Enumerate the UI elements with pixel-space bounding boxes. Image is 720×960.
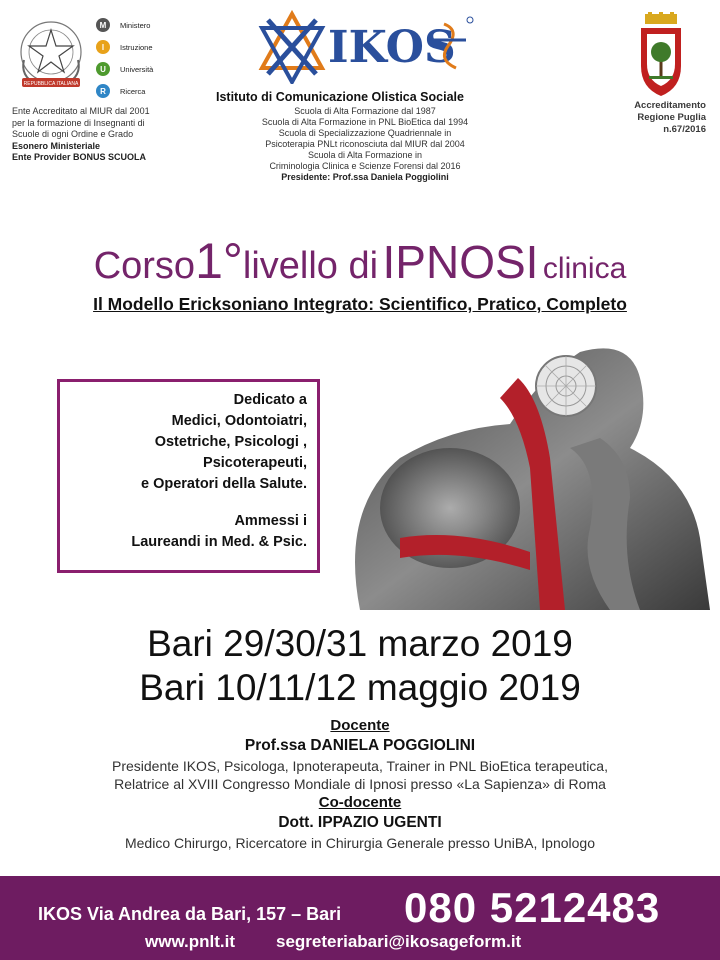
- dreamcatcher-icon: [536, 356, 596, 416]
- accreditation-line: n.67/2016: [663, 124, 706, 135]
- accreditation-line: Accreditamento: [634, 100, 706, 111]
- codocente-description: Medico Chirurgo, Ricercatore in Chirurgia Generale presso UniBA, Ipnologo: [124, 835, 595, 851]
- title-part: Corso: [93, 245, 196, 287]
- italian-republic-emblem: [12, 16, 90, 94]
- footer-bar: [0, 876, 720, 960]
- docente-description: Presidente IKOS, Psicologa, Ipnoterapeuta, Trainer in PNL BioEtica terapeutica,: [112, 758, 608, 774]
- accreditation-line: per la formazione di Insegnanti di: [12, 117, 145, 128]
- title-level: 1°: [195, 233, 243, 289]
- ministry-label: Istruzione: [120, 42, 153, 52]
- ministry-item: [96, 36, 153, 58]
- institute-line: Scuola di Alta Formazione dal 1987: [294, 106, 436, 116]
- accreditation-line: Regione Puglia: [637, 112, 706, 123]
- subtitle: Il Modello Ericksoniano Integrato: Scientifico, Pratico, Completo: [93, 294, 627, 314]
- docente-label: Docente: [330, 717, 390, 734]
- president-line: Presidente: Prof.ssa Daniela Poggiolini: [281, 172, 449, 182]
- codocente-name: Dott. IPPAZIO UGENTI: [278, 814, 442, 831]
- docente-name: Prof.ssa DANIELA POGGIOLINI: [244, 737, 476, 754]
- ministry-label: Ministero: [120, 20, 151, 30]
- page-title: [0, 232, 720, 290]
- ministry-item: [96, 14, 153, 36]
- ministry-item: [96, 58, 153, 80]
- title-part: clinica: [542, 252, 627, 285]
- codocente-label: Co-docente: [318, 794, 402, 811]
- accreditation-right: [596, 100, 706, 136]
- regione-puglia-coat-of-arms: [637, 12, 685, 98]
- accreditation-left: [12, 106, 212, 164]
- teachers-block: [0, 716, 720, 852]
- audience-line: Psicoterapeuti,: [203, 455, 307, 471]
- audience-line: Medici, Odontoiatri,: [171, 413, 307, 429]
- footer-phone[interactable]: 080 5212483: [404, 884, 661, 931]
- ministry-item: [96, 80, 153, 102]
- admitted-line: Ammessi i: [234, 513, 307, 529]
- audience-line: e Operatori della Salute.: [141, 476, 307, 492]
- emblem-ribbon-text: REPUBBLICA ITALIANA: [23, 81, 79, 87]
- ministry-label: Università: [120, 64, 154, 74]
- institute-line: Psicoterapia PNLt riconosciuta dal MIUR dal 2004: [265, 139, 465, 149]
- admitted-line: Laureandi in Med. & Psic.: [131, 534, 307, 550]
- footer-email-link[interactable]: segreteriabari@ikosageform.it: [276, 932, 522, 951]
- bonus-scuola-line: Ente Provider BONUS SCUOLA: [12, 152, 147, 162]
- institute-line: Scuola di Specializzazione Quadriennale in: [278, 128, 452, 138]
- audience-line: Ostetriche, Psicologi ,: [154, 434, 307, 450]
- course-dates: [0, 622, 720, 710]
- audience-line: Dedicato a: [233, 392, 307, 408]
- institute-line: Scuola di Alta Formazione in PNL BioEtica dal 1994: [261, 117, 469, 127]
- institute-line: Criminologia Clinica e Scienze Forensi dal 2016: [269, 161, 461, 171]
- miur-list: [96, 14, 153, 102]
- date-line: Bari 10/11/12 maggio 2019: [139, 667, 581, 708]
- accreditation-line: Ente Accreditato al MIUR dal 2001: [12, 106, 150, 116]
- title-part: livello di: [242, 245, 379, 287]
- ministry-label: Ricerca: [120, 86, 146, 96]
- ikos-logo: [254, 10, 484, 84]
- ministry-u-icon: U: [96, 62, 110, 76]
- institute-line: Scuola di Alta Formazione in: [307, 150, 423, 160]
- hypnosis-photo: [340, 338, 710, 610]
- title-ipnosi: IPNOSI: [382, 236, 539, 288]
- ministry-r-icon: R: [96, 84, 110, 98]
- exemption-line: Esonero Ministeriale: [12, 140, 101, 151]
- footer-website-link[interactable]: www.pnlt.it: [145, 932, 236, 951]
- ministry-m-icon: M: [96, 18, 110, 32]
- audience-box: [57, 379, 320, 573]
- institute-block: [200, 90, 530, 182]
- ministry-i-icon: I: [96, 40, 110, 54]
- docente-description: Relatrice al XVIII Congresso Mondiale di Ipnosi presso «La Sapienza» di Roma: [114, 776, 606, 792]
- accreditation-line: Scuole di ogni Ordine e Grado: [12, 129, 134, 139]
- logo-text: IKOS: [328, 22, 456, 73]
- footer-address: IKOS Via Andrea da Bari, 157 – Bari: [38, 904, 342, 924]
- date-line: Bari 29/30/31 marzo 2019: [147, 623, 573, 664]
- institute-name: Istituto di Comunicazione Olistica Sociale: [216, 90, 464, 104]
